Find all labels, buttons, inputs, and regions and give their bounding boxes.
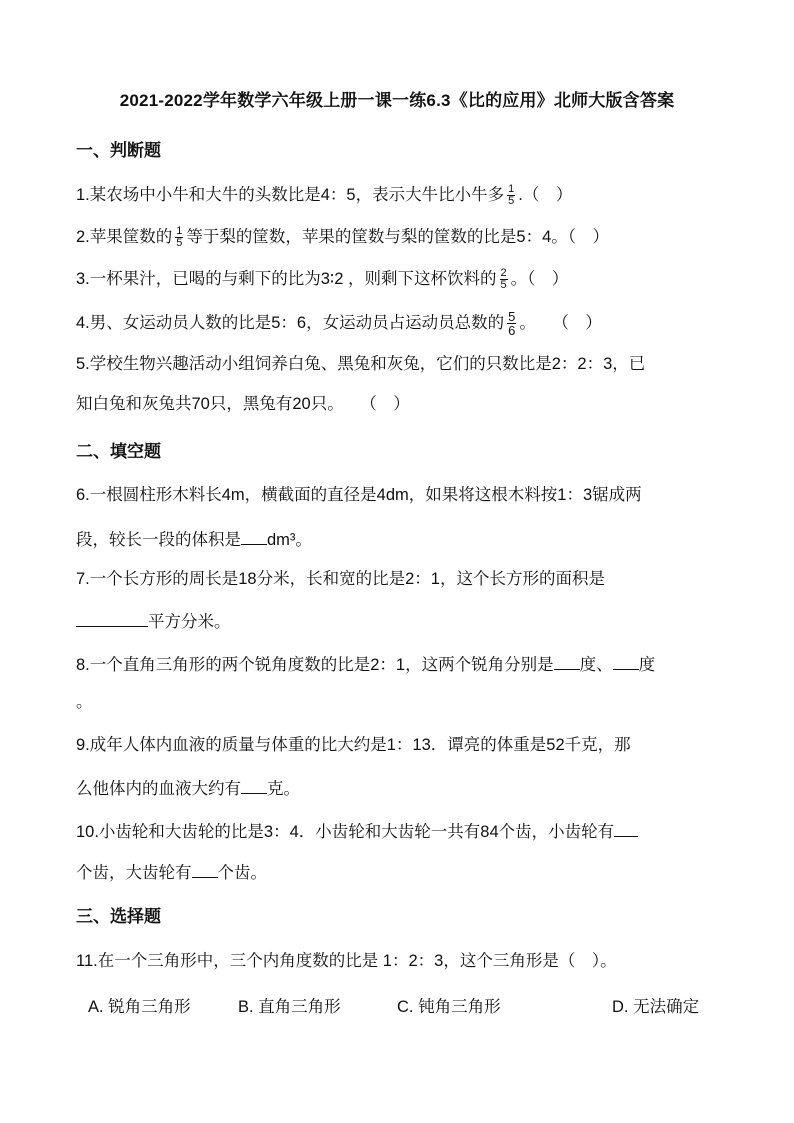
question-1-text: 1.某农场中小牛和大牛的头数比是4：5，表示大牛比小牛多 bbox=[76, 186, 505, 204]
question-6-text: 段，较长一段的体积是 bbox=[76, 531, 241, 549]
question-6-unit: dm³。 bbox=[267, 531, 312, 549]
option-d[interactable]: D. 无法确定 bbox=[612, 998, 700, 1016]
question-1 bbox=[76, 184, 572, 207]
section-heading-judgement: 一、判断题 bbox=[76, 141, 161, 160]
answer-blank[interactable] bbox=[241, 775, 267, 794]
question-7-line-1: 7.一个长方形的周长是18分米，长和宽的比是2：1，这个长方形的面积是 bbox=[76, 570, 605, 588]
question-4-text: 4.男、女运动员人数的比是5：6，女运动员占运动员总数的 bbox=[76, 313, 505, 332]
answer-blank[interactable] bbox=[613, 651, 639, 670]
question-5-line-2: 知白兔和灰兔共70只，黑兔有20只。 （ ） bbox=[76, 395, 410, 413]
question-4 bbox=[76, 310, 602, 337]
question-10-line-1 bbox=[76, 818, 638, 843]
page-title: 2021-2022学年数学六年级上册一课一练6.3《比的应用》北师大版含答案 bbox=[119, 91, 675, 110]
option-c[interactable]: C. 钝角三角形 bbox=[397, 998, 501, 1016]
answer-blank[interactable] bbox=[614, 818, 638, 837]
question-8-line-1 bbox=[76, 651, 655, 676]
question-9-text: 么他体内的血液大约有 bbox=[76, 780, 241, 798]
option-b[interactable]: B. 直角三角形 bbox=[238, 998, 341, 1016]
question-10-text-2: 个齿，大齿轮有 bbox=[76, 864, 192, 882]
answer-blank[interactable] bbox=[554, 651, 580, 670]
question-2 bbox=[76, 226, 609, 249]
question-8-text: 8.一个直角三角形的两个锐角度数的比是2：1，这两个锐角分别是 bbox=[76, 656, 554, 674]
question-9-unit: 克。 bbox=[267, 780, 300, 798]
question-2-fraction: $\frac{1}{5}$ bbox=[176, 225, 183, 250]
question-5-line-1: 5.学校生物兴趣活动小组饲养白兔、黑兔和灰兔，它们的只数比是2：2：3，已 bbox=[76, 355, 646, 373]
question-3-tail: 。（ ） bbox=[510, 270, 569, 288]
question-10-line-2 bbox=[76, 859, 267, 884]
question-3-text: 3.一杯果汁，已喝的与剩下的比为3∶2 ，则剩下这杯饮料的 bbox=[76, 270, 497, 288]
option-a[interactable]: A. 锐角三角形 bbox=[88, 998, 191, 1016]
question-1-fraction: $\frac{1}{5}$ bbox=[508, 183, 515, 208]
question-6-line-1: 6.一根圆柱形木料长4m，横截面的直径是4dm，如果将这根木料按1：3锯成两 bbox=[76, 486, 642, 504]
question-8-mid: 度、 bbox=[579, 656, 613, 674]
question-4-fraction: $\frac{5}{6}$ bbox=[508, 309, 516, 338]
question-10-unit: 个齿。 bbox=[217, 864, 267, 882]
question-1-tail: .（ ） bbox=[518, 186, 573, 204]
question-9-line-1: 9.成年人体内血液的质量与体重的比大约是1：13．谭亮的体重是52千克，那 bbox=[76, 736, 631, 754]
question-8-line-2: 。 bbox=[76, 693, 93, 711]
question-8-end: 度 bbox=[638, 656, 656, 674]
answer-blank[interactable] bbox=[192, 859, 218, 878]
answer-blank[interactable] bbox=[76, 608, 148, 627]
question-9-line-2 bbox=[76, 775, 300, 800]
question-3-fraction: $\frac{2}{5}$ bbox=[500, 267, 507, 292]
question-7-unit: 平方分米。 bbox=[148, 613, 231, 631]
question-6-line-2 bbox=[76, 526, 312, 551]
question-10-text: 10.小齿轮和大齿轮的比是3：4．小齿轮和大齿轮一共有84个齿，小齿轮有 bbox=[76, 823, 615, 841]
section-heading-multiple-choice: 三、选择题 bbox=[76, 907, 161, 926]
answer-blank[interactable] bbox=[241, 526, 267, 545]
question-4-tail: 。 （ ） bbox=[519, 313, 602, 332]
section-heading-fill-blank: 二、填空题 bbox=[76, 442, 161, 461]
question-2-text: 2.苹果筐数的 bbox=[76, 228, 173, 246]
question-3 bbox=[76, 268, 568, 291]
question-11-stem: 11.在一个三角形中，三个内角度数的比是 1：2：3，这个三角形是（ ）。 bbox=[76, 952, 617, 970]
question-2-tail: 等于梨的筐数，苹果的筐数与梨的筐数的比是5：4。（ ） bbox=[186, 228, 609, 246]
question-7-line-2 bbox=[76, 608, 231, 633]
